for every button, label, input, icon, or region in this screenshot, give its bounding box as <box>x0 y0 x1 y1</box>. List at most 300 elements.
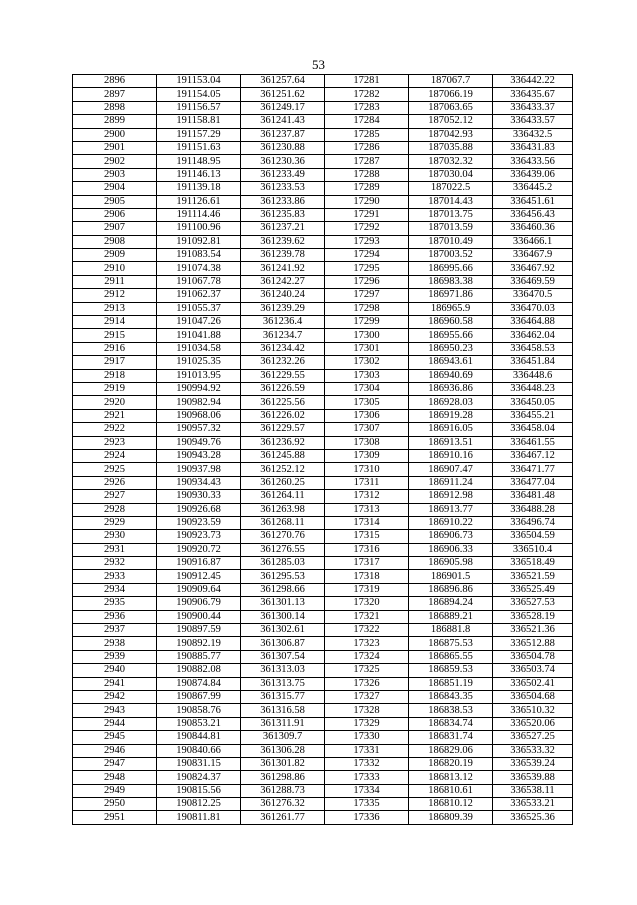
table-cell: 190912.45 <box>157 570 241 583</box>
table-cell: 361241.92 <box>241 262 325 275</box>
table-cell: 336512.88 <box>493 637 573 650</box>
table-cell: 336432.5 <box>493 128 573 141</box>
table-cell: 336470.5 <box>493 289 573 302</box>
table-row <box>73 101 573 114</box>
table-row <box>73 208 573 221</box>
table-cell: 191100.96 <box>157 222 241 235</box>
table-cell: 361245.88 <box>241 449 325 462</box>
table-cell: 186810.12 <box>409 798 493 811</box>
table-cell: 361230.36 <box>241 155 325 168</box>
table-row <box>73 423 573 436</box>
table-cell: 17309 <box>325 449 409 462</box>
table-cell: 336467.9 <box>493 249 573 262</box>
table-row <box>73 503 573 516</box>
table-cell: 2950 <box>73 798 157 811</box>
table-cell: 2941 <box>73 677 157 690</box>
table-cell: 17310 <box>325 463 409 476</box>
table-cell: 336462.04 <box>493 329 573 342</box>
table-cell: 2931 <box>73 543 157 556</box>
table-row <box>73 115 573 128</box>
table-cell: 361237.21 <box>241 222 325 235</box>
table-cell: 361241.43 <box>241 115 325 128</box>
table-cell: 186965.9 <box>409 302 493 315</box>
table-cell: 361232.26 <box>241 356 325 369</box>
table-row <box>73 262 573 275</box>
table-cell: 191013.95 <box>157 369 241 382</box>
table-row <box>73 463 573 476</box>
table-cell: 186875.53 <box>409 637 493 650</box>
table-cell: 17321 <box>325 610 409 623</box>
table-cell: 336467.92 <box>493 262 573 275</box>
table-cell: 191126.61 <box>157 195 241 208</box>
table-row <box>73 195 573 208</box>
table-cell: 336435.67 <box>493 88 573 101</box>
table-cell: 361240.24 <box>241 289 325 302</box>
table-cell: 190885.77 <box>157 650 241 663</box>
table-cell: 2924 <box>73 449 157 462</box>
table-cell: 361309.7 <box>241 731 325 744</box>
table-cell: 191092.81 <box>157 235 241 248</box>
table-cell: 2918 <box>73 369 157 382</box>
table-cell: 17282 <box>325 88 409 101</box>
table-cell: 186838.53 <box>409 704 493 717</box>
table-cell: 186913.51 <box>409 436 493 449</box>
table-row <box>73 798 573 811</box>
table-cell: 361234.42 <box>241 342 325 355</box>
table-row <box>73 476 573 489</box>
table-cell: 361316.58 <box>241 704 325 717</box>
table-cell: 17299 <box>325 316 409 329</box>
table-row <box>73 583 573 596</box>
table-cell: 190874.84 <box>157 677 241 690</box>
table-cell: 2951 <box>73 811 157 824</box>
table-cell: 17297 <box>325 289 409 302</box>
table-cell: 17313 <box>325 503 409 516</box>
table-cell: 191025.35 <box>157 356 241 369</box>
table-row <box>73 235 573 248</box>
table-cell: 361313.75 <box>241 677 325 690</box>
table-cell: 17295 <box>325 262 409 275</box>
table-cell: 186813.12 <box>409 771 493 784</box>
table-cell: 361239.62 <box>241 235 325 248</box>
table-cell: 336504.68 <box>493 690 573 703</box>
table-cell: 2904 <box>73 182 157 195</box>
table-cell: 336539.24 <box>493 757 573 770</box>
table-cell: 190831.15 <box>157 757 241 770</box>
table-cell: 190815.56 <box>157 784 241 797</box>
table-row <box>73 543 573 556</box>
table-cell: 361235.83 <box>241 208 325 221</box>
table-cell: 336481.48 <box>493 490 573 503</box>
table-cell: 17333 <box>325 771 409 784</box>
table-cell: 190812.25 <box>157 798 241 811</box>
table-cell: 336518.49 <box>493 557 573 570</box>
table-cell: 186820.19 <box>409 757 493 770</box>
table-cell: 190900.44 <box>157 610 241 623</box>
table-row <box>73 516 573 529</box>
table-cell: 336525.36 <box>493 811 573 824</box>
table-cell: 17283 <box>325 101 409 114</box>
table-cell: 186936.86 <box>409 382 493 395</box>
table-cell: 2914 <box>73 316 157 329</box>
table-row <box>73 141 573 154</box>
table-row <box>73 75 573 88</box>
table-cell: 186928.03 <box>409 396 493 409</box>
table-cell: 186831.74 <box>409 731 493 744</box>
table-cell: 336467.12 <box>493 449 573 462</box>
table-row <box>73 382 573 395</box>
table-cell: 17290 <box>325 195 409 208</box>
table-cell: 17293 <box>325 235 409 248</box>
table-cell: 17323 <box>325 637 409 650</box>
table-cell: 17302 <box>325 356 409 369</box>
table-cell: 2899 <box>73 115 157 128</box>
table-cell: 191151.63 <box>157 141 241 154</box>
table-cell: 361298.66 <box>241 583 325 596</box>
table-cell: 361239.29 <box>241 302 325 315</box>
table-cell: 190867.99 <box>157 690 241 703</box>
table-cell: 17331 <box>325 744 409 757</box>
table-cell: 17304 <box>325 382 409 395</box>
table-cell: 186983.38 <box>409 275 493 288</box>
table-cell: 2927 <box>73 490 157 503</box>
table-cell: 191114.46 <box>157 208 241 221</box>
table-cell: 2912 <box>73 289 157 302</box>
table-cell: 361298.86 <box>241 771 325 784</box>
table-cell: 2940 <box>73 664 157 677</box>
table-cell: 17301 <box>325 342 409 355</box>
table-cell: 17314 <box>325 516 409 529</box>
table-cell: 2919 <box>73 382 157 395</box>
table-cell: 2906 <box>73 208 157 221</box>
table-cell: 17329 <box>325 717 409 730</box>
table-cell: 17334 <box>325 784 409 797</box>
table-cell: 17316 <box>325 543 409 556</box>
table-cell: 190968.06 <box>157 409 241 422</box>
table-cell: 336450.05 <box>493 396 573 409</box>
table-row <box>73 650 573 663</box>
table-cell: 186907.47 <box>409 463 493 476</box>
table-cell: 186912.98 <box>409 490 493 503</box>
table-cell: 2945 <box>73 731 157 744</box>
table-cell: 361285.03 <box>241 557 325 570</box>
table-cell: 190897.59 <box>157 624 241 637</box>
table-cell: 336538.11 <box>493 784 573 797</box>
table-cell: 187032.32 <box>409 155 493 168</box>
table-cell: 2947 <box>73 757 157 770</box>
table-cell: 361229.57 <box>241 423 325 436</box>
table-cell: 2933 <box>73 570 157 583</box>
table-cell: 2915 <box>73 329 157 342</box>
table-row <box>73 289 573 302</box>
table-cell: 17303 <box>325 369 409 382</box>
table-row <box>73 784 573 797</box>
table-cell: 17332 <box>325 757 409 770</box>
table-row <box>73 396 573 409</box>
table-row <box>73 222 573 235</box>
table-cell: 2925 <box>73 463 157 476</box>
table-cell: 2902 <box>73 155 157 168</box>
table-cell: 187066.19 <box>409 88 493 101</box>
table-row <box>73 704 573 717</box>
table-cell: 186865.55 <box>409 650 493 663</box>
table-cell: 17336 <box>325 811 409 824</box>
table-cell: 186809.39 <box>409 811 493 824</box>
table-cell: 361301.82 <box>241 757 325 770</box>
table-cell: 186896.86 <box>409 583 493 596</box>
table-cell: 17319 <box>325 583 409 596</box>
table-row <box>73 570 573 583</box>
table-cell: 186960.58 <box>409 316 493 329</box>
table-cell: 191067.78 <box>157 275 241 288</box>
table-cell: 190923.59 <box>157 516 241 529</box>
table-row <box>73 249 573 262</box>
table-cell: 186910.16 <box>409 449 493 462</box>
table-cell: 2905 <box>73 195 157 208</box>
table-cell: 17324 <box>325 650 409 663</box>
table-cell: 187052.12 <box>409 115 493 128</box>
table-row <box>73 275 573 288</box>
table-cell: 361288.73 <box>241 784 325 797</box>
table-cell: 17294 <box>325 249 409 262</box>
table-cell: 361251.62 <box>241 88 325 101</box>
table-row <box>73 329 573 342</box>
table-cell: 336504.59 <box>493 530 573 543</box>
table-cell: 17291 <box>325 208 409 221</box>
table-cell: 190943.28 <box>157 449 241 462</box>
table-cell: 361260.25 <box>241 476 325 489</box>
table-cell: 187030.04 <box>409 168 493 181</box>
table-cell: 186950.23 <box>409 342 493 355</box>
table-cell: 361233.53 <box>241 182 325 195</box>
table-cell: 2934 <box>73 583 157 596</box>
table-row <box>73 610 573 623</box>
table-cell: 336460.36 <box>493 222 573 235</box>
table-cell: 2928 <box>73 503 157 516</box>
table-cell: 186916.05 <box>409 423 493 436</box>
table-cell: 191055.37 <box>157 302 241 315</box>
page-number: 53 <box>312 57 325 72</box>
table-cell: 2903 <box>73 168 157 181</box>
table-cell: 336433.57 <box>493 115 573 128</box>
table-cell: 361233.86 <box>241 195 325 208</box>
table-cell: 187013.59 <box>409 222 493 235</box>
table-cell: 2929 <box>73 516 157 529</box>
table-cell: 2907 <box>73 222 157 235</box>
table-cell: 2936 <box>73 610 157 623</box>
table-cell: 17286 <box>325 141 409 154</box>
table-cell: 2921 <box>73 409 157 422</box>
table-cell: 190811.81 <box>157 811 241 824</box>
table-cell: 336458.04 <box>493 423 573 436</box>
table-cell: 2939 <box>73 650 157 663</box>
table-cell: 2949 <box>73 784 157 797</box>
table-cell: 191154.05 <box>157 88 241 101</box>
table-row <box>73 168 573 181</box>
table-cell: 190909.64 <box>157 583 241 596</box>
table-cell: 361261.77 <box>241 811 325 824</box>
table-cell: 336525.49 <box>493 583 573 596</box>
table-cell: 336431.83 <box>493 141 573 154</box>
table-cell: 361225.56 <box>241 396 325 409</box>
table-cell: 336456.43 <box>493 208 573 221</box>
table-cell: 17308 <box>325 436 409 449</box>
table-cell: 2926 <box>73 476 157 489</box>
table-row <box>73 356 573 369</box>
table-cell: 336521.36 <box>493 624 573 637</box>
table-cell: 361249.17 <box>241 101 325 114</box>
table-cell: 17330 <box>325 731 409 744</box>
table-cell: 191158.81 <box>157 115 241 128</box>
table-cell: 2916 <box>73 342 157 355</box>
table-row <box>73 757 573 770</box>
table-cell: 186906.33 <box>409 543 493 556</box>
table-cell: 361307.54 <box>241 650 325 663</box>
table-row <box>73 677 573 690</box>
table-cell: 361295.53 <box>241 570 325 583</box>
table-cell: 2911 <box>73 275 157 288</box>
table-cell: 361301.13 <box>241 597 325 610</box>
table-row <box>73 811 573 824</box>
table-row <box>73 342 573 355</box>
table-cell: 17312 <box>325 490 409 503</box>
table-cell: 336464.88 <box>493 316 573 329</box>
table-row <box>73 88 573 101</box>
table-cell: 361268.11 <box>241 516 325 529</box>
table-cell: 2900 <box>73 128 157 141</box>
table-cell: 191041.88 <box>157 329 241 342</box>
table-cell: 2898 <box>73 101 157 114</box>
table-row <box>73 597 573 610</box>
table-cell: 336448.6 <box>493 369 573 382</box>
table-cell: 361300.14 <box>241 610 325 623</box>
table-cell: 186995.66 <box>409 262 493 275</box>
table-row <box>73 155 573 168</box>
table-row <box>73 369 573 382</box>
table-cell: 336451.84 <box>493 356 573 369</box>
table-cell: 186901.5 <box>409 570 493 583</box>
table-cell: 2901 <box>73 141 157 154</box>
table-row <box>73 302 573 315</box>
table-cell: 187063.65 <box>409 101 493 114</box>
table-cell: 191148.95 <box>157 155 241 168</box>
table-cell: 17322 <box>325 624 409 637</box>
table-cell: 361239.78 <box>241 249 325 262</box>
table-cell: 336470.03 <box>493 302 573 315</box>
table-row <box>73 771 573 784</box>
table-cell: 186851.19 <box>409 677 493 690</box>
table-cell: 191157.29 <box>157 128 241 141</box>
table-cell: 336510.4 <box>493 543 573 556</box>
table-cell: 361276.32 <box>241 798 325 811</box>
table-cell: 2896 <box>73 75 157 88</box>
table-cell: 186906.73 <box>409 530 493 543</box>
table-cell: 17305 <box>325 396 409 409</box>
table-cell: 190824.37 <box>157 771 241 784</box>
table-cell: 361226.59 <box>241 382 325 395</box>
table-cell: 190844.81 <box>157 731 241 744</box>
table-cell: 2946 <box>73 744 157 757</box>
table-cell: 190882.08 <box>157 664 241 677</box>
table-cell: 336448.23 <box>493 382 573 395</box>
table-row <box>73 436 573 449</box>
table-cell: 2910 <box>73 262 157 275</box>
table-cell: 186910.22 <box>409 516 493 529</box>
table-cell: 361302.61 <box>241 624 325 637</box>
table-cell: 190930.33 <box>157 490 241 503</box>
table-cell: 336502.41 <box>493 677 573 690</box>
table-row <box>73 664 573 677</box>
table-cell: 187013.75 <box>409 208 493 221</box>
table-row <box>73 409 573 422</box>
table-cell: 186971.86 <box>409 289 493 302</box>
table-cell: 336433.37 <box>493 101 573 114</box>
table-cell: 336461.55 <box>493 436 573 449</box>
table-cell: 336466.1 <box>493 235 573 248</box>
table-cell: 361236.4 <box>241 316 325 329</box>
table-row <box>73 690 573 703</box>
table-cell: 186859.53 <box>409 664 493 677</box>
table-cell: 361226.02 <box>241 409 325 422</box>
table-cell: 361276.55 <box>241 543 325 556</box>
table-cell: 186940.69 <box>409 369 493 382</box>
table-cell: 187035.88 <box>409 141 493 154</box>
table-cell: 186881.8 <box>409 624 493 637</box>
table-cell: 191074.38 <box>157 262 241 275</box>
table-cell: 336433.56 <box>493 155 573 168</box>
table-cell: 361306.28 <box>241 744 325 757</box>
table-cell: 190923.73 <box>157 530 241 543</box>
table-cell: 187022.5 <box>409 182 493 195</box>
table-cell: 336510.32 <box>493 704 573 717</box>
table-cell: 186905.98 <box>409 557 493 570</box>
table-cell: 361257.64 <box>241 75 325 88</box>
table-cell: 336439.06 <box>493 168 573 181</box>
table-cell: 190957.32 <box>157 423 241 436</box>
table-cell: 17300 <box>325 329 409 342</box>
table-cell: 190906.79 <box>157 597 241 610</box>
table-cell: 190926.68 <box>157 503 241 516</box>
table-cell: 190840.66 <box>157 744 241 757</box>
table-cell: 186894.24 <box>409 597 493 610</box>
table-cell: 361264.11 <box>241 490 325 503</box>
table-cell: 2943 <box>73 704 157 717</box>
table-cell: 17307 <box>325 423 409 436</box>
table-row <box>73 530 573 543</box>
table-row <box>73 744 573 757</box>
table-cell: 336503.74 <box>493 664 573 677</box>
table-cell: 186911.24 <box>409 476 493 489</box>
table-cell: 2923 <box>73 436 157 449</box>
table-cell: 17306 <box>325 409 409 422</box>
table-cell: 17288 <box>325 168 409 181</box>
table-row <box>73 624 573 637</box>
table-row <box>73 182 573 195</box>
table-cell: 361230.88 <box>241 141 325 154</box>
table-row <box>73 717 573 730</box>
table-cell: 190853.21 <box>157 717 241 730</box>
table-row <box>73 637 573 650</box>
table-cell: 187042.93 <box>409 128 493 141</box>
table-cell: 186810.61 <box>409 784 493 797</box>
table-cell: 2913 <box>73 302 157 315</box>
table-cell: 361234.7 <box>241 329 325 342</box>
table-cell: 336528.19 <box>493 610 573 623</box>
table-cell: 336521.59 <box>493 570 573 583</box>
table-cell: 187003.52 <box>409 249 493 262</box>
table-cell: 190892.19 <box>157 637 241 650</box>
table-cell: 336533.21 <box>493 798 573 811</box>
